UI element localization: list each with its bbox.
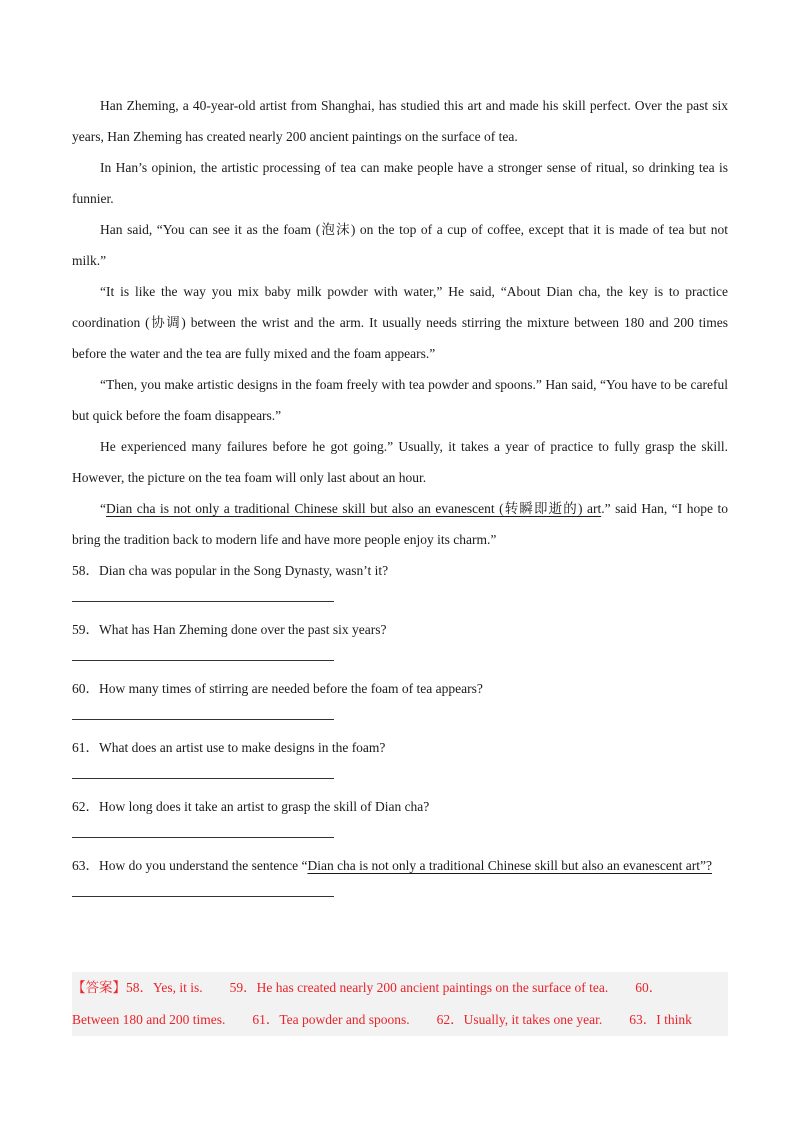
answer-key (72, 972, 728, 1036)
answer-60: Between 180 and 200 times. (72, 1012, 226, 1027)
passage-paragraph-2: In Han’s opinion, the artistic processing of tea can make people have a stronger sense of ritual, so drinking tea is funnier. (72, 160, 728, 206)
answer-blank-60[interactable] (72, 704, 728, 732)
underlined-sentence: Dian cha is not only a traditional Chinese skill but also an evanescent (转瞬即逝的) art (106, 501, 602, 516)
question-63-prefix: 63．How do you understand the sentence “ (72, 858, 308, 873)
passage-paragraph-5: “Then, you make artistic designs in the foam freely with tea powder and spoons.” Han said, “You have to be careful but quick before the foam disappears.” (72, 377, 728, 423)
question-63-quote: Dian cha is not only a traditional Chinese skill but also an evanescent art”? (307, 858, 712, 873)
question-63 (72, 850, 728, 881)
answer-61: 61．Tea powder and spoons. (252, 1012, 410, 1027)
passage-paragraph-1: Han Zheming, a 40-year-old artist from Shanghai, has studied this art and made his skill perfect. Over the past six years, Han Zheming has created nearly 200 ancient paintings on the surface of tea. (72, 98, 728, 144)
answer-blank-58[interactable] (72, 586, 728, 614)
answer-62: 62．Usually, it takes one year. (436, 1012, 603, 1027)
passage-paragraph-4: “It is like the way you mix baby milk powder with water,” He said, “About Dian cha, the key is to practice coordination (协调) between the wrist and the arm. It usually needs stirring the mixture between 180 and 200 times before the water and the tea are fully mixed and the foam appears.” (72, 284, 728, 361)
question-62: 62．How long does it take an artist to grasp the skill of Dian cha? (72, 799, 430, 814)
question-61: 61．What does an artist use to make designs in the foam? (72, 740, 386, 755)
answer-63: 63．I think (629, 1012, 692, 1027)
answer-58: 58．Yes, it is. (126, 980, 203, 995)
open-quote: “ (100, 501, 106, 516)
answer-blank-61[interactable] (72, 763, 728, 791)
passage-paragraph-6: He experienced many failures before he got going.” Usually, it takes a year of practice to fully grasp the skill. However, the picture on the tea foam will only last about an hour. (72, 439, 728, 485)
answer-blank-59[interactable] (72, 645, 728, 673)
answer-59: 59．He has created nearly 200 ancient paintings on the surface of tea. (229, 980, 609, 995)
answer-60-number: 60． (635, 980, 663, 995)
question-list (72, 555, 728, 909)
question-58: 58．Dian cha was popular in the Song Dynasty, wasn’t it? (72, 563, 389, 578)
answer-blank-63[interactable] (72, 881, 728, 909)
document-page (72, 90, 728, 909)
answer-blank-62[interactable] (72, 822, 728, 850)
paragraph-7-rest: .” said Han, “I hope to bring the tradition back to modern life and have more people enjoy its charm.” (72, 501, 728, 547)
passage-paragraph-7 (72, 493, 728, 555)
passage-paragraph-3: Han said, “You can see it as the foam (泡沫) on the top of a cup of coffee, except that it is made of tea but not milk.” (72, 222, 728, 268)
answer-label: 【答案】 (72, 980, 126, 995)
question-59: 59．What has Han Zheming done over the past six years? (72, 622, 387, 637)
question-60: 60．How many times of stirring are needed before the foam of tea appears? (72, 681, 483, 696)
